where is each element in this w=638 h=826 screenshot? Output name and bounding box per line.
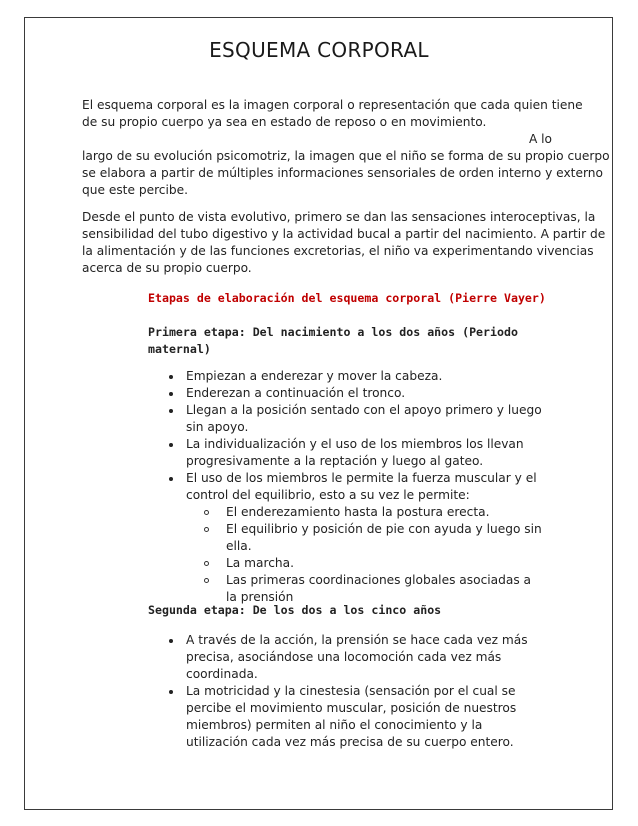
text-line: sensibilidad del tubo digestivo y la actividad bucal a partir del nacimiento. A partir de xyxy=(82,227,606,241)
sub-list-item xyxy=(150,521,550,555)
text-line: Las primeras coordinaciones globales asociadas a xyxy=(226,573,532,587)
bullet-icon xyxy=(169,375,173,379)
text-line: A lo xyxy=(528,132,552,146)
text-line: La marcha. xyxy=(226,556,294,570)
circle-bullet-icon xyxy=(204,561,209,566)
text-line: El equilibrio y posición de pie con ayuda y luego sin xyxy=(226,522,542,536)
list-item xyxy=(150,683,550,751)
stage2-list xyxy=(150,632,550,751)
list-item xyxy=(150,632,550,683)
list-item xyxy=(150,470,550,504)
list-item xyxy=(150,368,550,385)
evolution-paragraph xyxy=(82,131,610,199)
text-line: maternal) xyxy=(148,342,211,356)
sub-list-item xyxy=(150,555,550,572)
text-line: El uso de los miembros le permite la fuerza muscular y el xyxy=(186,471,537,485)
text-line: Llegan a la posición sentado con el apoyo primero y luego xyxy=(186,403,542,417)
text-line: El enderezamiento hasta la postura erecta. xyxy=(226,505,490,519)
bullet-icon xyxy=(169,690,173,694)
text-line: la alimentación y de las funciones excretorias, el niño va experimentando vivencias xyxy=(82,244,594,258)
bullet-icon xyxy=(169,443,173,447)
sub-list-item xyxy=(150,504,550,521)
text-line: que este percibe. xyxy=(82,183,189,197)
text-line: Empiezan a enderezar y mover la cabeza. xyxy=(186,369,443,383)
bullet-icon xyxy=(169,409,173,413)
bullet-icon xyxy=(169,477,173,481)
text-line: coordinada. xyxy=(186,667,258,681)
stage1-heading xyxy=(148,324,518,358)
text-line: El esquema corporal es la imagen corporal o representación que cada quien tiene xyxy=(82,98,583,112)
text-line: La motricidad y la cinestesia (sensación por el cual se xyxy=(186,684,516,698)
text-line: ella. xyxy=(226,539,252,553)
text-line: miembros) permiten al niño el conocimiento y la xyxy=(186,718,483,732)
text-line: A través de la acción, la prensión se hace cada vez más xyxy=(186,633,528,647)
circle-bullet-icon xyxy=(204,527,209,532)
text-line: Enderezan a continuación el tronco. xyxy=(186,386,406,400)
sub-list-item xyxy=(150,572,550,606)
circle-bullet-icon xyxy=(204,578,209,583)
intro-paragraph xyxy=(82,97,583,131)
text-line: sin apoyo. xyxy=(186,420,249,434)
text-line: La individualización y el uso de los miembros los llevan xyxy=(186,437,524,451)
text-line: utilización cada vez más precisa de su cuerpo entero. xyxy=(186,735,514,749)
development-paragraph xyxy=(82,209,606,277)
text-line: control del equilibrio, esto a su vez le permite: xyxy=(186,488,470,502)
text-line: largo de su evolución psicomotriz, la imagen que el niño se forma de su propio cuerpo xyxy=(82,149,610,163)
list-item xyxy=(150,436,550,470)
text-line: acerca de su propio cuerpo. xyxy=(82,261,252,275)
text-line: progresivamente a la reptación y luego al gateo. xyxy=(186,454,484,468)
stages-heading: Etapas de elaboración del esquema corporal (Pierre Vayer) xyxy=(148,291,546,305)
page-title: ESQUEMA CORPORAL xyxy=(209,38,429,62)
text-line: se elabora a partir de múltiples informaciones sensoriales de orden interno y externo xyxy=(82,166,603,180)
list-item xyxy=(150,402,550,436)
bullet-icon xyxy=(169,392,173,396)
text-line: Primera etapa: Del nacimiento a los dos años (Periodo xyxy=(148,325,518,339)
stage2-heading: Segunda etapa: De los dos a los cinco años xyxy=(148,603,442,617)
text-line: de su propio cuerpo ya sea en estado de reposo o en movimiento. xyxy=(82,115,487,129)
text-line: precisa, asociándose una locomoción cada vez más xyxy=(186,650,502,664)
list-item xyxy=(150,385,550,402)
text-line: la prensión xyxy=(226,590,294,604)
text-line: percibe el movimiento muscular, posición de nuestros xyxy=(186,701,517,715)
bullet-icon xyxy=(169,639,173,643)
text-line: Desde el punto de vista evolutivo, primero se dan las sensaciones interoceptivas, la xyxy=(82,210,596,224)
stage1-list xyxy=(150,368,550,606)
circle-bullet-icon xyxy=(204,510,209,515)
